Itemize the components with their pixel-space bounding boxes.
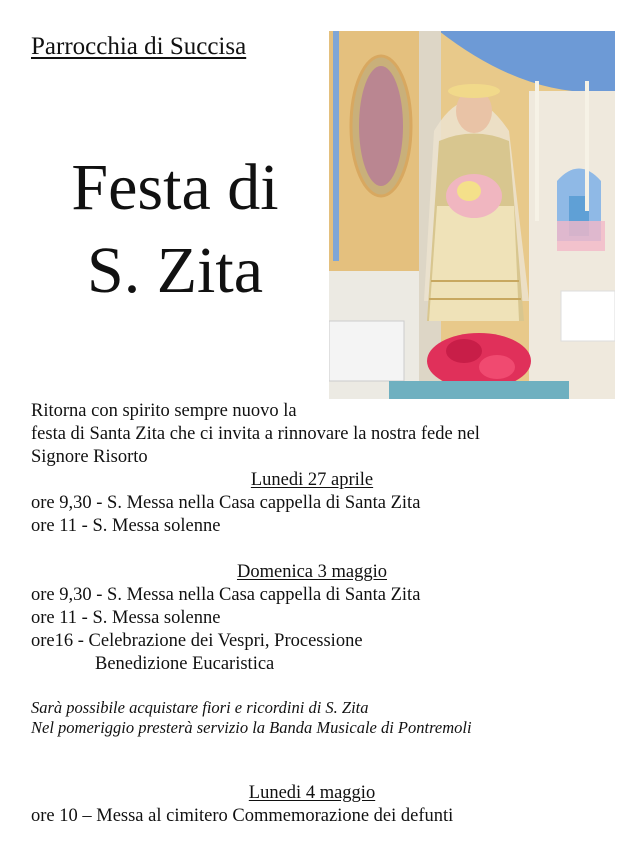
- saint-statue-photo: [329, 31, 615, 399]
- day-heading: Lunedi 27 aprile: [250, 470, 374, 490]
- title-line-1: Festa di: [71, 151, 279, 224]
- statue-illustration-icon: [329, 31, 615, 399]
- intro-line: Ritorna con spirito sempre nuovo la: [31, 401, 297, 421]
- schedule-item: ore 10 – Messa al cimitero Commemorazione dei defunti: [31, 806, 454, 826]
- schedule-item-continuation: Benedizione Eucaristica: [95, 654, 275, 674]
- note-line: Sarà possibile acquistare fiori e ricordini di S. Zita: [31, 698, 369, 717]
- schedule-item: ore 9,30 - S. Messa nella Casa cappella di Santa Zita: [31, 585, 421, 605]
- intro-line: festa di Santa Zita che ci invita a rinnovare la nostra fede nel: [31, 424, 480, 444]
- note-line: Nel pomeriggio presterà servizio la Banda Musicale di Pontremoli: [31, 718, 472, 737]
- parish-name: Parrocchia di Succisa: [31, 33, 247, 60]
- schedule-item: ore16 - Celebrazione dei Vespri, Processione: [31, 631, 363, 651]
- schedule-item: ore 11 - S. Messa solenne: [31, 516, 221, 536]
- title-line-2: S. Zita: [87, 234, 263, 307]
- schedule-item: ore 11 - S. Messa solenne: [31, 608, 221, 628]
- intro-line: Signore Risorto: [31, 447, 148, 467]
- schedule-item: ore 9,30 - S. Messa nella Casa cappella di Santa Zita: [31, 493, 421, 513]
- day-heading: Lunedi 4 maggio: [248, 783, 376, 803]
- day-heading: Domenica 3 maggio: [236, 562, 387, 582]
